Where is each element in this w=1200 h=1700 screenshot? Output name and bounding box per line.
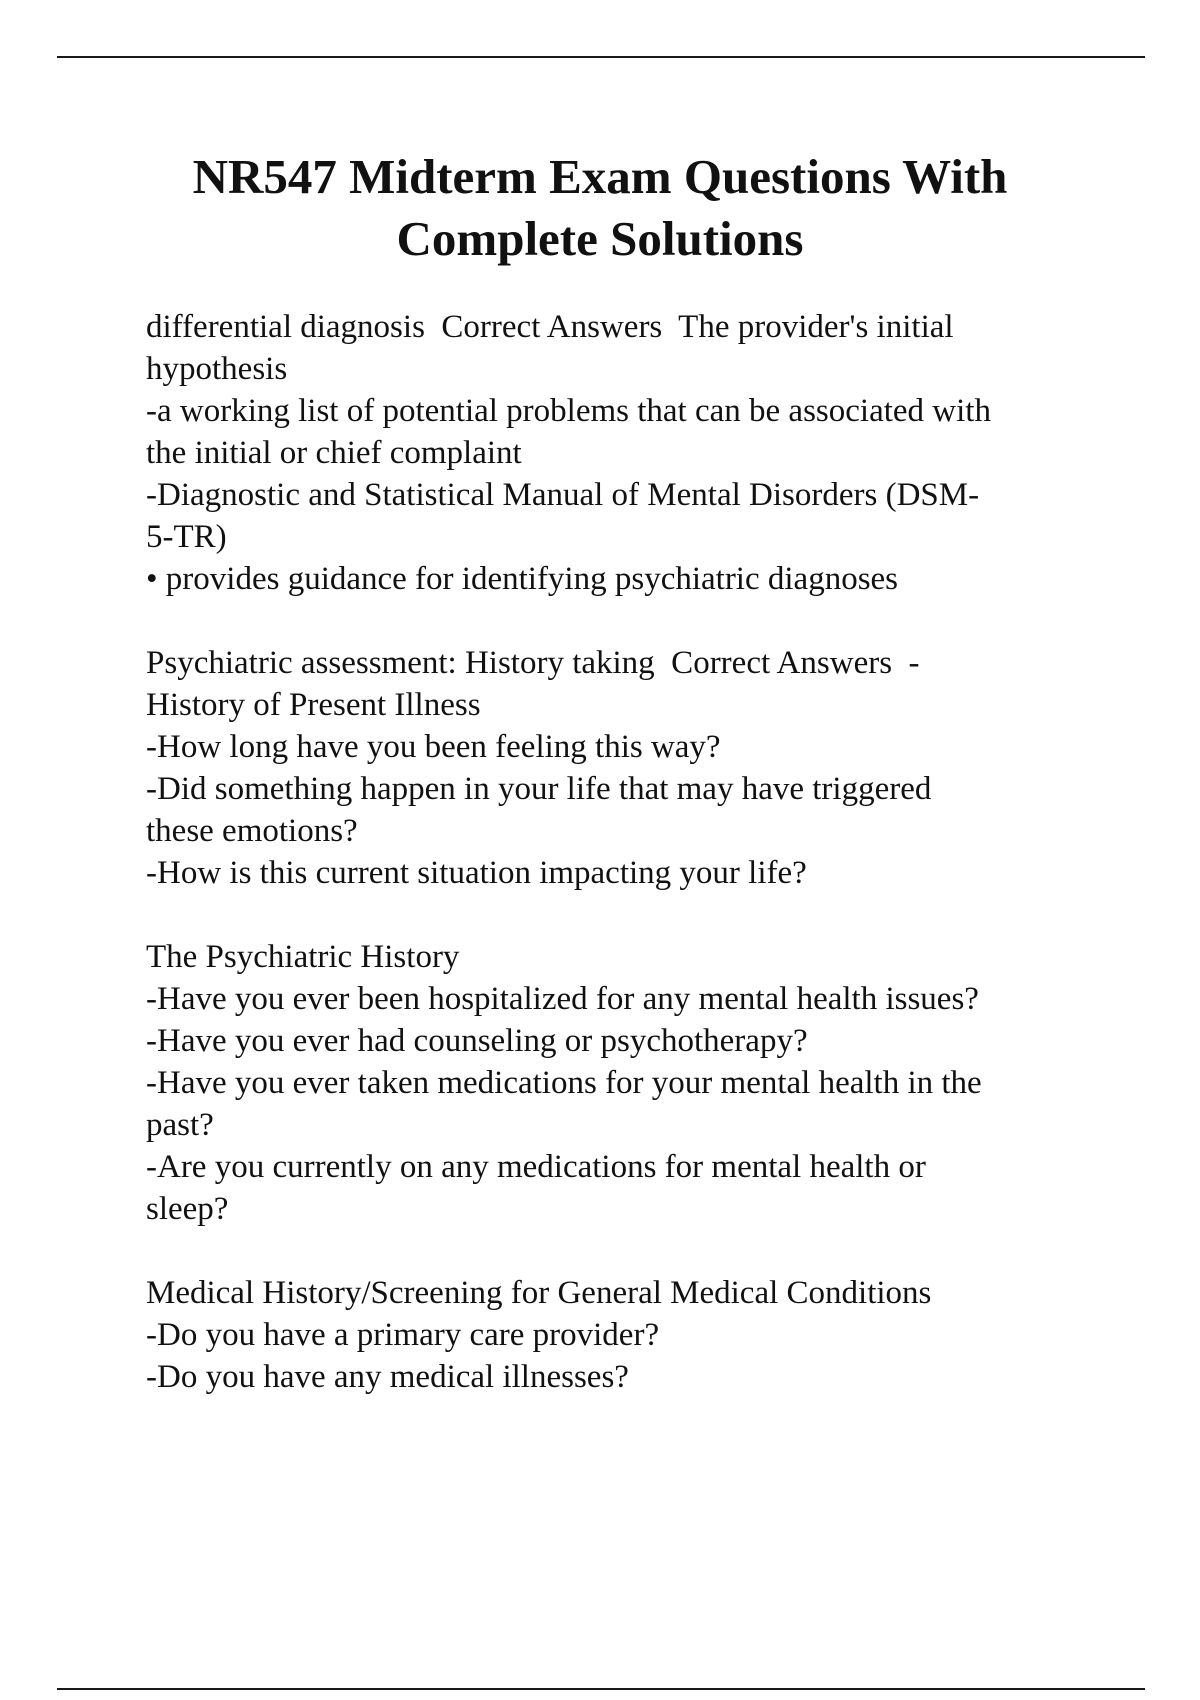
qa-block-history-taking xyxy=(146,642,1146,894)
text-line: the initial or chief complaint xyxy=(146,435,522,471)
text-line: these emotions? xyxy=(146,813,358,849)
text-line: Medical History/Screening for General Medical Conditions xyxy=(146,1275,932,1311)
bottom-rule xyxy=(57,1688,1145,1690)
text-line: -Have you ever had counseling or psychotherapy? xyxy=(146,1023,808,1059)
text-line: -Do you have any medical illnesses? xyxy=(146,1359,629,1395)
top-rule xyxy=(57,56,1145,58)
qa-block-medical-history xyxy=(146,1272,1146,1398)
qa-block-psychiatric-history xyxy=(146,936,1146,1230)
document-title xyxy=(100,146,1100,270)
text-line: -Diagnostic and Statistical Manual of Mental Disorders (DSM- xyxy=(146,477,980,513)
title-line: Complete Solutions xyxy=(396,211,804,266)
text-line: -Are you currently on any medications for mental health or xyxy=(146,1149,926,1185)
document-body xyxy=(146,306,1146,1440)
text-line: -Have you ever taken medications for your mental health in the xyxy=(146,1065,982,1101)
text-line: History of Present Illness xyxy=(146,687,481,723)
text-line: -Have you ever been hospitalized for any mental health issues? xyxy=(146,981,979,1017)
text-line: The Psychiatric History xyxy=(146,939,460,975)
text-line: -Do you have a primary care provider? xyxy=(146,1317,660,1353)
text-line: -a working list of potential problems that can be associated with xyxy=(146,393,991,429)
qa-block-differential-diagnosis xyxy=(146,306,1146,600)
text-line: Psychiatric assessment: History taking Correct Answers - xyxy=(146,645,920,681)
text-line: -Did something happen in your life that may have triggered xyxy=(146,771,932,807)
text-line: past? xyxy=(146,1107,214,1143)
text-line: • provides guidance for identifying psychiatric diagnoses xyxy=(146,561,899,597)
text-line: -How is this current situation impacting your life? xyxy=(146,855,807,891)
title-line: NR547 Midterm Exam Questions With xyxy=(192,149,1008,204)
text-line: 5-TR) xyxy=(146,519,227,555)
text-line: -How long have you been feeling this way? xyxy=(146,729,721,765)
text-line: sleep? xyxy=(146,1191,229,1227)
text-line: hypothesis xyxy=(146,351,288,387)
text-line: differential diagnosis Correct Answers The provider's initial xyxy=(146,309,954,345)
